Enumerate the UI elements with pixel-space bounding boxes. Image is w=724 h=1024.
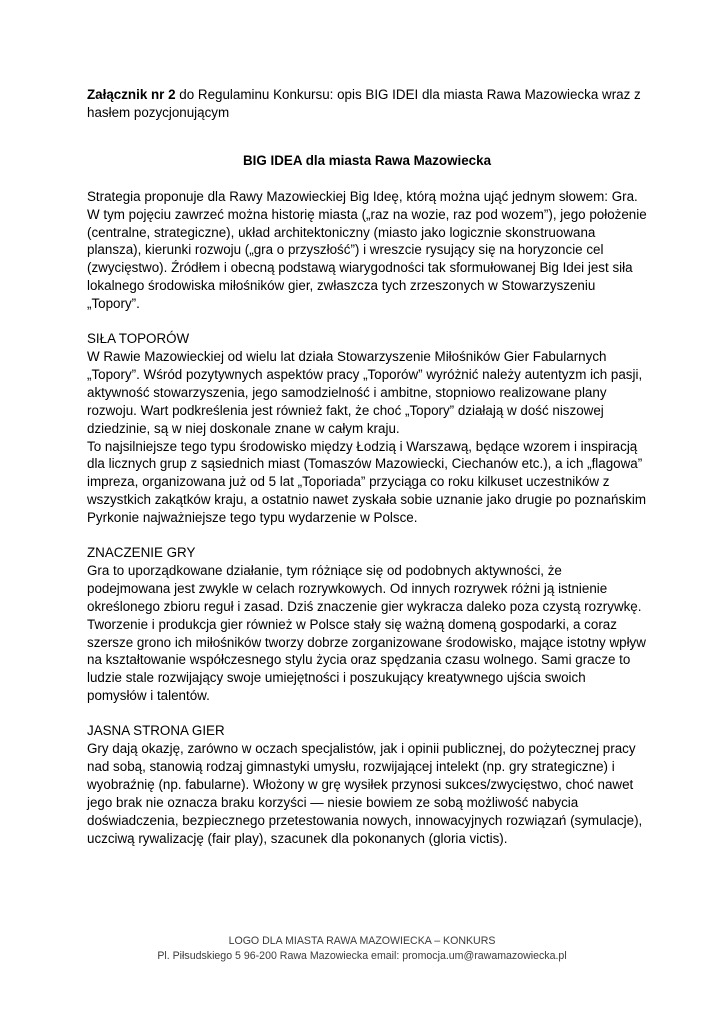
- footer-title: LOGO DLA MIASTA RAWA MAZOWIECKA – KONKURS: [228, 935, 496, 947]
- section-heading: ZNACZENIE GRY: [87, 545, 196, 561]
- section-paragraph: W Rawie Mazowieckiej od wielu lat działa Stowarzyszenie Miłośników Gier Fabularnych „Topory”. Wśród pozytywnych aspektów pracy „Toporów” wyróżnić należy autentyzm ich pasji, aktywność stowarzyszenia, jego samodzielność i ambitne, stopniowo realizowane plany rozwoju. Wart podkreślenia jest również fakt, że choć „Topory” działają w dość niszowej dziedzinie, są w niej doskonale znane w całym kraju.: [87, 348, 643, 436]
- page-footer: [0, 934, 724, 964]
- intro-paragraph: Strategia proponuje dla Rawy Mazowieckiej Big Ideę, którą można ująć jednym słowem: Gra. W tym pojęciu zawrzeć można historię miasta („raz na wozie, raz pod wozem”), jego położenie (centralne, strategiczne), układ architektoniczny (miasto jako logicznie skonstruowana plansza), kierunki rozwoju („gra o przyszłość”) i wreszcie rysujący się na horyzoncie cel (zwycięstwo). Źródłem i obecną podstawą wiarygodności tak sformułowanej Big Idei jest siła lokalnego środowiska miłośników gier, zwłaszcza tych zrzeszonych w Stowarzyszeniu „Topory”.: [87, 188, 647, 312]
- section-paragraph: Gra to uporządkowane działanie, tym różniące się od podobnych aktywności, że podejmowana jest zwykle w celach rozrywkowych. Od innych rozrywek różni ją istnienie określonego zbioru reguł i zasad. Dziś znaczenie gier wykracza daleko poza czystą rozrywkę. Tworzenie i produkcja gier również w Polsce stały się ważną domeną gospodarki, a coraz szersze grono ich miłośników tworzy dobrze zorganizowane środowisko, mające istotny wpływ na kształtowanie współczesnego stylu życia oraz spędzania czasu wolnego. Sami gracze to ludzie stale rozwijający swoje umiejętności i poszukujący kreatywnego ujścia swoich pomysłów i talentów.: [87, 562, 646, 704]
- section-heading: SIŁA TOPORÓW: [87, 331, 190, 347]
- section-heading: JASNA STRONA GIER: [87, 723, 225, 739]
- attachment-text: do Regulaminu Konkursu: opis BIG IDEI dla miasta Rawa Mazowiecka wraz z hasłem pozycjonującym: [87, 87, 641, 120]
- attachment-note: [87, 86, 647, 122]
- section-znaczenie-gry: [87, 544, 647, 705]
- section-sila-toporow: [87, 330, 647, 527]
- section-paragraph: To najsilniejsze tego typu środowisko między Łodzią i Warszawą, będące wzorem i inspiracją dla licznych grup z sąsiednich miast (Tomaszów Mazowiecki, Ciechanów etc.), a ich „flagowa” impreza, organizowana już od 5 lat „Toporiada” przyciąga co roku kilkuset uczestników z wszystkich zakątków kraju, a ostatnio nawet zyskała sobie uznanie jako drugie po poznańskim Pyrkonie najważniejsze tego typu wydarzenie w Polsce.: [87, 438, 646, 526]
- attachment-label: Załącznik nr 2: [87, 87, 176, 102]
- document-body: [87, 86, 647, 848]
- footer-address: Pl. Piłsudskiego 5 96-200 Rawa Mazowiecka email: promocja.um@rawamazowiecka.pl: [157, 949, 567, 962]
- section-jasna-strona-gier: [87, 722, 647, 847]
- document-title: BIG IDEA dla miasta Rawa Mazowiecka: [242, 152, 492, 168]
- section-paragraph: Gry dają okazję, zarówno w oczach specjalistów, jak i opinii publicznej, do pożytecznej pracy nad sobą, stanowią rodzaj gimnastyki umysłu, rozwijającej intelekt (np. gry strategiczne) i wyobraźnię (np. fabularne). Włożony w grę wysiłek przynosi sukces/zwycięstwo, choć nawet jego brak nie oznacza braku korzyści — niesie bowiem ze sobą możliwość nabycia doświadczenia, bezpiecznego przetestowania nowych, innowacyjnych rozwiązań (symulacje), uczciwą rywalizację (fair play), szacunek dla pokonanych (gloria victis).: [87, 741, 643, 846]
